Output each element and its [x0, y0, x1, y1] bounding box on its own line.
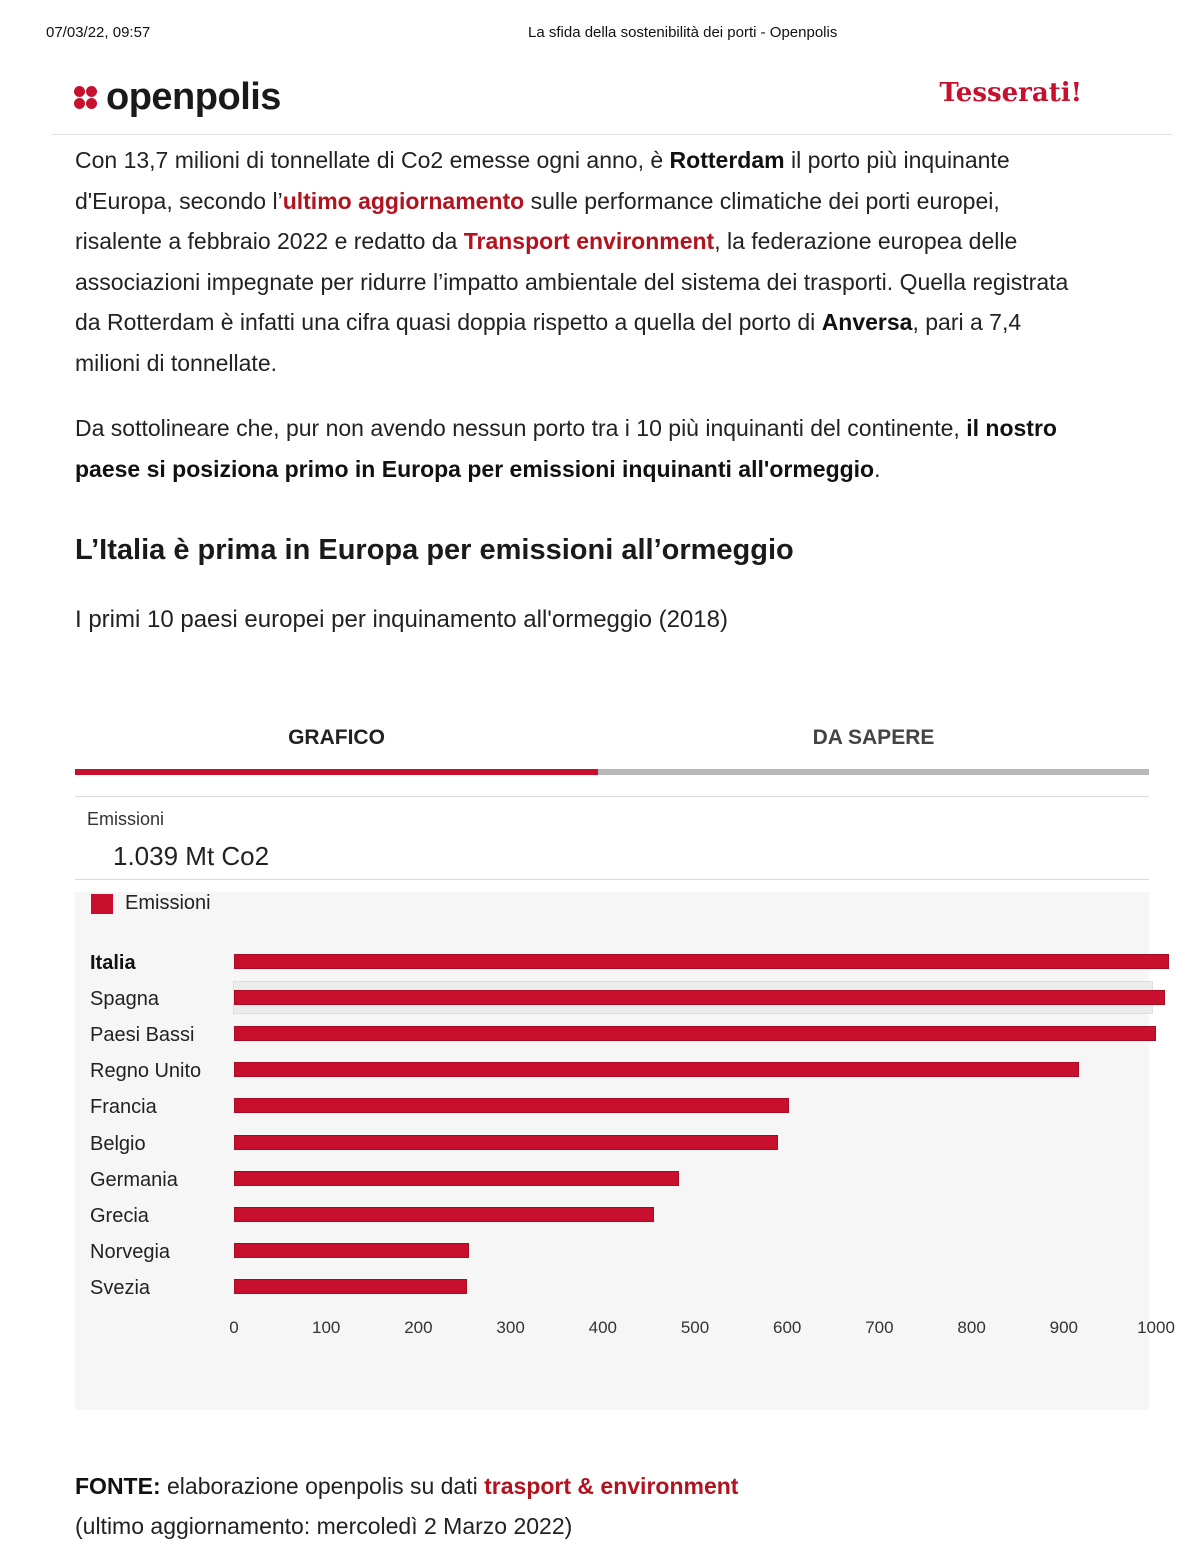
- x-tick-label: 100: [312, 1318, 341, 1337]
- category-label: Svezia: [90, 1276, 151, 1299]
- bar-svezia[interactable]: [234, 1279, 467, 1294]
- tab-da-sapere[interactable]: DA SAPERE: [812, 726, 935, 749]
- metric-value: 1.039 Mt Co2: [113, 841, 270, 871]
- category-label: Italia: [90, 952, 136, 974]
- chart-legend[interactable]: [91, 892, 211, 915]
- logo[interactable]: [74, 76, 281, 119]
- category-label: Grecia: [90, 1204, 149, 1227]
- source-note: [75, 1466, 738, 1546]
- text: , pari a 7,4 milioni di tonnellate.: [75, 309, 1022, 376]
- article-paragraph-2: [75, 408, 1075, 489]
- bar-chart: [75, 892, 1175, 1410]
- tab-inactive-indicator: [598, 769, 1149, 775]
- bar-grecia[interactable]: [234, 1207, 654, 1222]
- bold-italy-first: il nostro paese si posiziona primo in Europa per emissioni inquinanti all'ormeggio: [75, 415, 1057, 482]
- category-label: Germania: [90, 1168, 178, 1191]
- bar-spagna[interactable]: [234, 990, 1165, 1005]
- x-tick-label: 700: [865, 1318, 894, 1337]
- legend-label: Emissioni: [125, 892, 211, 914]
- category-label: Paesi Bassi: [90, 1024, 195, 1047]
- category-label: Norvegia: [90, 1240, 171, 1263]
- text: , la federazione europea delle associazioni impegnate per ridurre l’impatto ambientale del sistema dei trasporti. Quella registrata da Rotterdam è infatti una cifra quasi doppia rispetto a quella del porto di: [75, 228, 1069, 335]
- x-tick-label: 400: [588, 1318, 617, 1337]
- x-tick-label: 800: [957, 1318, 986, 1337]
- bar-italia[interactable]: [234, 954, 1169, 969]
- logo-mark-icon: [74, 86, 98, 110]
- text: il porto più inquinante d'Europa, secondo l’: [75, 147, 1010, 214]
- bar-belgio[interactable]: [234, 1135, 778, 1150]
- source-updated: (ultimo aggiornamento: mercoledì 2 Marzo 2022): [75, 1513, 573, 1539]
- bar-francia[interactable]: [234, 1098, 789, 1113]
- bold-rotterdam: Rotterdam: [669, 147, 785, 173]
- source-line: [75, 1466, 738, 1506]
- source-text: elaborazione openpolis su dati: [160, 1473, 485, 1499]
- chart-panel: [75, 796, 1175, 1410]
- tab-active-indicator: [75, 769, 598, 775]
- legend-swatch-icon: [91, 894, 113, 914]
- chart-title: L’Italia è prima in Europa per emissioni all’ormeggio: [75, 534, 794, 566]
- x-tick-label: 900: [1049, 1318, 1078, 1337]
- text: Con 13,7 milioni di tonnellate di Co2 emesse ogni anno, è: [75, 147, 670, 173]
- x-tick-label: 1000: [1137, 1318, 1175, 1337]
- transport-environment-link[interactable]: Transport environment: [463, 228, 715, 254]
- chart-subtitle: I primi 10 paesi europei per inquinamento all'ormeggio (2018): [75, 606, 728, 633]
- category-label: Spagna: [90, 988, 159, 1011]
- source-link[interactable]: trasport & environment: [484, 1473, 739, 1499]
- ultimo-aggiornamento-link[interactable]: ultimo aggiornamento: [282, 187, 525, 214]
- x-tick-label: 600: [773, 1318, 802, 1337]
- site-header: [52, 68, 1172, 135]
- x-tick-label: 200: [404, 1318, 433, 1337]
- category-label: Regno Unito: [90, 1060, 202, 1083]
- source-label: FONTE:: [75, 1473, 161, 1499]
- bar-paesi-bassi[interactable]: [234, 1026, 1156, 1041]
- logo-text: openpolis: [106, 76, 281, 118]
- chart-tabs: [75, 712, 1149, 774]
- bar-norvegia[interactable]: [234, 1243, 469, 1258]
- tesserati-link[interactable]: Tesserati!: [939, 78, 1082, 108]
- x-tick-label: 0: [229, 1318, 239, 1337]
- tab-grafico[interactable]: GRAFICO: [288, 726, 385, 749]
- metric-label: Emissioni: [87, 809, 165, 829]
- article-body: [75, 140, 1075, 489]
- print-header: [0, 24, 1198, 46]
- bold-anversa: Anversa: [821, 309, 913, 335]
- category-label: Francia: [90, 1096, 157, 1119]
- metric-summary: [75, 796, 1149, 880]
- text: Da sottolineare che, pur non avendo nessun porto tra i 10 più inquinanti del continente,: [75, 415, 967, 441]
- x-tick-label: 500: [680, 1318, 710, 1337]
- bar-regno-unito[interactable]: [234, 1062, 1079, 1077]
- text: .: [874, 455, 881, 482]
- print-date: 07/03/22, 09:57: [46, 24, 151, 41]
- text: sulle performance climatiche dei porti europei, risalente a febbraio 2022 e redatto da: [75, 187, 1000, 254]
- bar-germania[interactable]: [234, 1171, 679, 1186]
- category-label: Belgio: [90, 1132, 146, 1155]
- x-tick-label: 300: [496, 1318, 525, 1337]
- article-paragraph-1: [75, 140, 1075, 383]
- print-page-title: La sfida della sostenibilità dei porti - Openpolis: [528, 24, 838, 41]
